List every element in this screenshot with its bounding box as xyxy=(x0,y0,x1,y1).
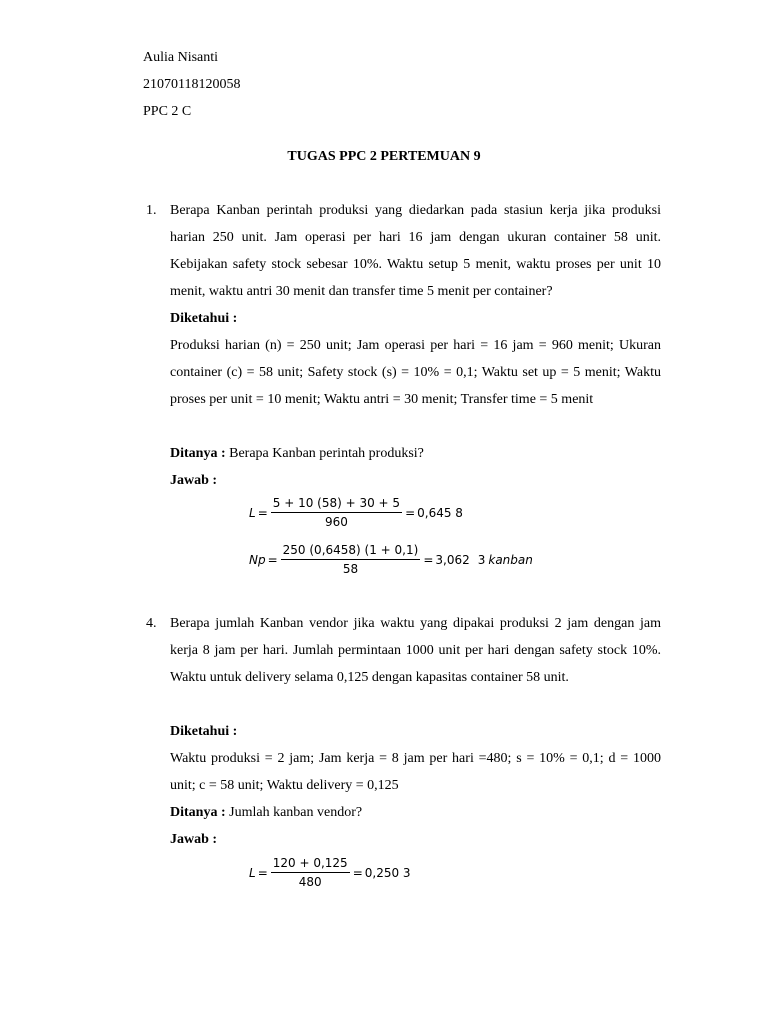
formula-numerator: 5 + 10 (58) + 30 + 5 xyxy=(271,496,402,513)
answer-label: Jawab : xyxy=(170,832,218,847)
formula-fraction xyxy=(271,496,402,529)
asked-label: Ditanya : xyxy=(170,446,226,461)
question-text: Berapa jumlah Kanban vendor jika waktu yang dipakai produksi 2 jam dengan jam kerja 8 jam per hari. Jumlah permintaan 1000 unit per hari dengan safety stock 10%. Waktu untuk delivery selama 0,125 dengan kapasitas container 58 unit. xyxy=(170,616,661,685)
formula-denominator: 960 xyxy=(324,515,348,529)
question-number: 1. xyxy=(146,203,157,218)
student-name: Aulia Nisanti xyxy=(143,50,219,65)
answer-label: Jawab : xyxy=(170,473,218,488)
formula-fraction xyxy=(271,856,350,889)
formula-equals-2: = xyxy=(405,505,416,520)
asked-text: Berapa Kanban perintah produksi? xyxy=(225,446,424,461)
formula-result: 3,062 xyxy=(435,552,470,567)
formula-numerator: 120 + 0,125 xyxy=(271,856,350,873)
formula-denominator: 480 xyxy=(298,875,322,889)
formula-result: 0,250 3 xyxy=(364,865,411,880)
question-number: 4. xyxy=(146,616,157,631)
asked-line xyxy=(170,440,661,467)
formula-l-q1 xyxy=(249,496,463,529)
class-name: PPC 2 C xyxy=(143,104,192,119)
formula-lhs: L xyxy=(249,505,256,520)
formula-lhs: L xyxy=(249,865,256,880)
student-header xyxy=(143,44,240,125)
formula-result: 0,645 8 xyxy=(417,505,463,520)
formula-np-q1 xyxy=(249,543,533,576)
known-text: Waktu produksi = 2 jam; Jam kerja = 8 jam per hari =480; s = 10% = 0,1; d = 1000 unit; c = 58 unit; Waktu delivery = 0,125 xyxy=(170,751,661,793)
formula-lhs: Np xyxy=(249,552,266,567)
asked-line xyxy=(170,799,661,826)
document-title: TUGAS PPC 2 PERTEMUAN 9 xyxy=(287,149,481,164)
formula-equals-2: = xyxy=(423,552,434,567)
student-id: 21070118120058 xyxy=(143,77,241,92)
formula-note-value: 3 xyxy=(477,552,486,567)
asked-label: Ditanya : xyxy=(170,805,226,820)
formula-fraction xyxy=(281,543,421,576)
formula-equals: = xyxy=(257,865,268,880)
asked-text: Jumlah kanban vendor? xyxy=(225,805,363,820)
formula-equals: = xyxy=(257,505,268,520)
question-text: Berapa Kanban perintah produksi yang diedarkan pada stasiun kerja jika produksi harian 250 unit. Jam operasi per hari 16 jam dengan ukuran container 58 unit. Kebijakan safety stock sebesar 10%. Waktu setup 5 menit, waktu proses per unit 10 menit, waktu antri 30 menit dan transfer time 5 menit per container? xyxy=(170,203,661,299)
formula-denominator: 58 xyxy=(342,562,359,576)
formula-numerator: 250 (0,6458) (1 + 0,1) xyxy=(281,543,421,560)
known-text: Produksi harian (n) = 250 unit; Jam operasi per hari = 16 jam = 960 menit; Ukuran container (c) = 58 unit; Safety stock (s) = 10% = 0,1; Waktu set up = 5 menit; Waktu proses per unit = 10 menit; Waktu antri = 30 menit; Transfer time = 5 menit xyxy=(170,338,661,407)
formula-equals: = xyxy=(267,552,278,567)
formula-l-q4 xyxy=(249,856,411,889)
known-label: Diketahui : xyxy=(170,311,238,326)
known-label: Diketahui : xyxy=(170,724,238,739)
formula-equals-2: = xyxy=(352,865,363,880)
formula-note-unit: kanban xyxy=(488,552,533,567)
